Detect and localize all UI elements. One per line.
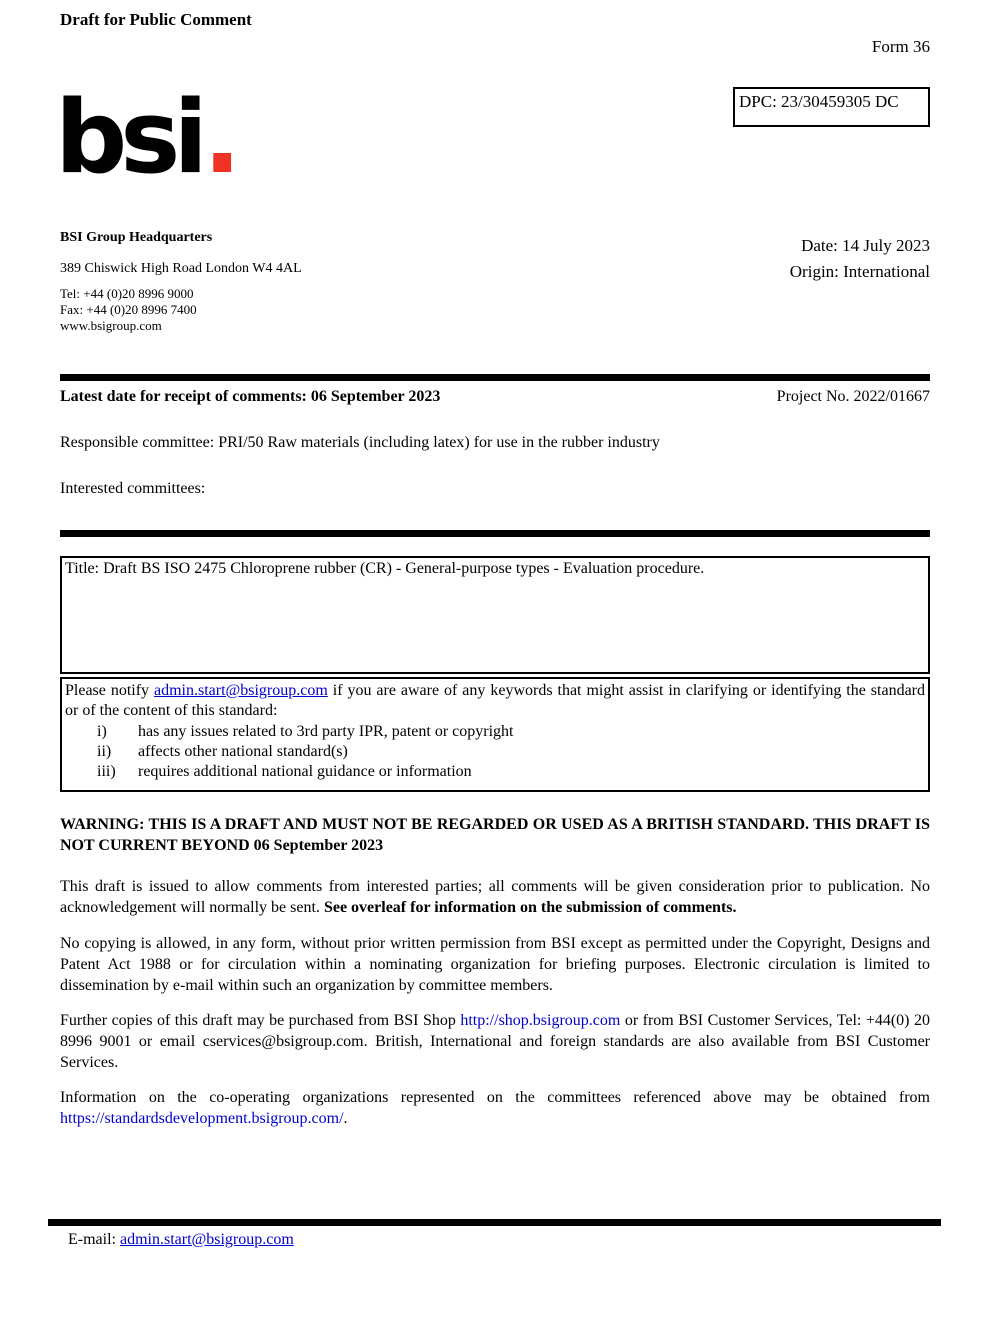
copying-paragraph bbox=[60, 933, 930, 996]
issue-bold-text: See overleaf for information on the submission of comments. bbox=[323, 899, 737, 916]
bsi-logo-text: bsi bbox=[55, 78, 202, 196]
info-text-tail: . bbox=[343, 1110, 348, 1127]
warning-text: WARNING: THIS IS A DRAFT AND MUST NOT BE REGARDED OR USED AS A BRITISH STANDARD. THIS DRAFT IS NOT CURRENT BEYOND 06 September 2023 bbox=[60, 816, 930, 854]
footer-email-link[interactable]: admin.start@bsigroup.com bbox=[119, 1231, 294, 1248]
page-title: Draft for Public Comment bbox=[60, 10, 252, 29]
bsi-logo-dot: . bbox=[203, 78, 242, 196]
interested-committees: Interested committees: bbox=[60, 480, 206, 497]
horizontal-rule-top bbox=[60, 374, 930, 381]
contact-fax: Fax: +44 (0)20 8996 7400 bbox=[60, 302, 197, 317]
bsi-logo bbox=[55, 78, 241, 197]
draft-title: Title: Draft BS ISO 2475 Chloroprene rubber (CR) - General-purpose types - Evaluation procedure. bbox=[65, 560, 705, 577]
copying-text: No copying is allowed, in any form, without prior written permission from BSI except as permitted under the Copyright, Designs and Patent Act 1988 or for circulation within a nominating organization for briefing purposes. Electronic circulation is limited to dissemination by e-mail within such an organization by committee members. bbox=[60, 935, 930, 994]
warning-paragraph bbox=[60, 814, 930, 856]
keywords-list bbox=[65, 722, 925, 782]
comments-deadline-row bbox=[60, 388, 930, 406]
keywords-intro-text: Please notify bbox=[65, 682, 154, 699]
title-box bbox=[60, 556, 930, 674]
list-item bbox=[65, 722, 925, 742]
date-origin-block bbox=[790, 233, 930, 285]
document-origin: Origin: International bbox=[789, 262, 930, 281]
list-item-numeral: iii) bbox=[97, 763, 116, 780]
contact-block bbox=[60, 230, 302, 334]
email-label: E-mail: bbox=[68, 1231, 120, 1248]
contact-website: www.bsigroup.com bbox=[60, 318, 162, 333]
keywords-intro bbox=[65, 681, 925, 721]
list-item-text: has any issues related to 3rd party IPR, patent or copyright bbox=[138, 723, 514, 740]
project-number: Project No. 2022/01667 bbox=[776, 388, 930, 405]
list-item bbox=[65, 762, 925, 782]
keywords-intro-text-tail: if you are aware of any keywords that might assist in clarifying or identifying the standard or of the content of this standard: bbox=[65, 682, 925, 719]
issue-text: This draft is issued to allow comments from interested parties; all comments will be given consideration prior to publication. No acknowledgement will normally be sent. bbox=[60, 878, 930, 916]
contact-address: 389 Chiswick High Road London W4 4AL bbox=[60, 261, 302, 276]
copies-text-tail: or from BSI Customer Services, Tel: +44(0) 20 8996 9001 or email cservices@bsigroup.com. British, International and foreign standards are also available from BSI Customer Services. bbox=[60, 1012, 930, 1071]
form-number: Form 36 bbox=[871, 37, 930, 56]
dpc-number: DPC: 23/30459305 DC bbox=[739, 92, 899, 111]
list-item bbox=[65, 742, 925, 762]
list-item-numeral: ii) bbox=[97, 743, 112, 760]
horizontal-rule-bottom bbox=[48, 1219, 941, 1226]
responsible-committee: Responsible committee: PRI/50 Raw materials (including latex) for use in the rubber industry bbox=[60, 434, 660, 451]
footer-email-row bbox=[68, 1231, 294, 1249]
dpc-number-box bbox=[733, 87, 930, 127]
list-item-numeral: i) bbox=[97, 723, 107, 740]
keywords-box bbox=[60, 677, 930, 792]
standards-development-link[interactable]: https://standardsdevelopment.bsigroup.com/ bbox=[60, 1110, 344, 1127]
copies-text: Further copies of this draft may be purchased from BSI Shop bbox=[60, 1012, 461, 1029]
list-item-text: requires additional national guidance or information bbox=[138, 763, 472, 780]
list-item-text: affects other national standard(s) bbox=[138, 743, 348, 760]
contact-name: BSI Group Headquarters bbox=[60, 230, 213, 245]
issue-paragraph bbox=[60, 876, 930, 918]
keywords-email-link[interactable]: admin.start@bsigroup.com bbox=[153, 682, 328, 699]
info-paragraph bbox=[60, 1087, 930, 1129]
document-date: Date: 14 July 2023 bbox=[801, 236, 930, 255]
latest-date-label: Latest date for receipt of comments: 06 September 2023 bbox=[60, 388, 441, 405]
horizontal-rule-middle bbox=[60, 530, 930, 537]
info-text: Information on the co-operating organizations represented on the committees referenced above may be obtained from bbox=[60, 1089, 930, 1106]
copies-paragraph bbox=[60, 1010, 930, 1073]
contact-tel: Tel: +44 (0)20 8996 9000 bbox=[60, 286, 194, 301]
bsi-shop-link[interactable]: http://shop.bsigroup.com bbox=[460, 1012, 621, 1029]
